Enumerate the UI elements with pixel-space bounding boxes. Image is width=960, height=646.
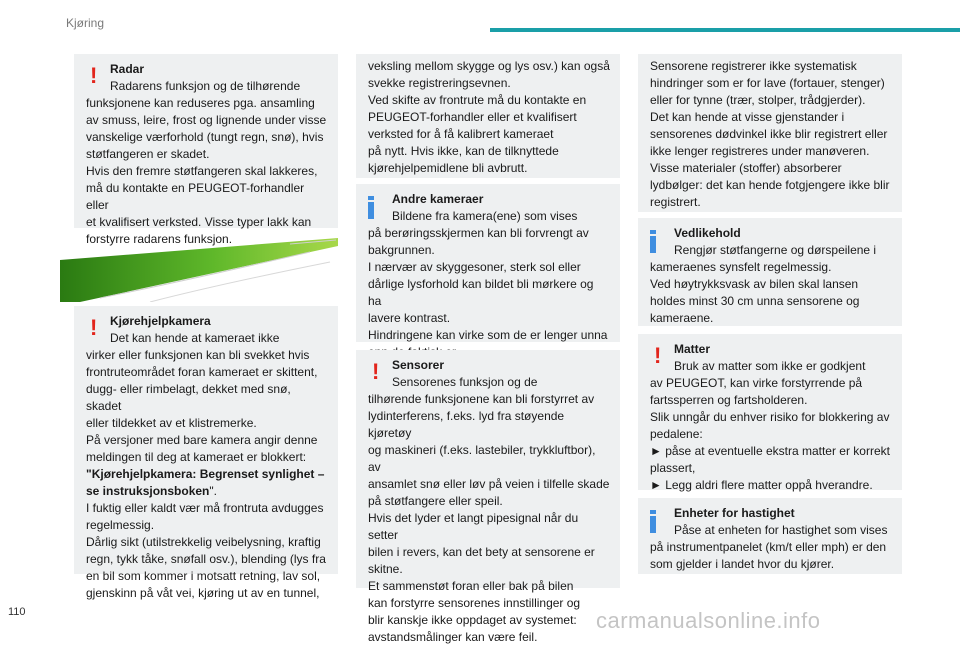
sensors-line: tilhørende funksjonene kan bli forstyrret av [368,392,595,406]
sensors-line: lydinterferens, f.eks. lyd fra støyende kjøretøy [368,409,565,440]
other-cameras-line: dårlige lysforhold kan bildet bli mørkere og ha [368,277,594,308]
info-icon [650,510,656,533]
camera-line: veksling mellom skygge og lys osv.) kan også [368,59,610,73]
mats-line: ► påse at eventuelle ekstra matter er korrekt [650,444,890,458]
sensors-line: registrert. [650,195,701,209]
radar-line: av smuss, leire, frost og lignende under visse [86,113,327,127]
camera-line: på nytt. Hvis ikke, kan de tilknyttede [368,144,559,158]
mats-warning-box [638,334,902,490]
sensors-line: eller for tynne (trær, stolper, trådgjerder). [650,93,866,107]
sensors-line: lydbølger: det kan hende fotgjengere ikke blir [650,178,890,192]
sensors-line: Det kan hende at visse gjenstander i [650,110,845,124]
radar-title: Radar [110,62,145,76]
sensors-line: Visse materialer (stoffer) absorberer [650,161,842,175]
sensors-line: blir kanskje ikke oppdaget av systemet: [368,613,577,627]
other-cameras-line: på berøringsskjermen kan bli forvrengt av [368,226,589,240]
camera-line: regelmessig. [86,518,155,532]
sensors-line: og maskineri (f.eks. lastebiler, trykkluftbor), av [368,443,596,474]
chapter-accent-bar [490,28,960,32]
sensors-warning-continued [638,54,902,212]
mats-line: pedalene: [650,427,703,441]
speed-units-line: Påse at enheten for hastighet som vises [674,523,888,537]
warning-icon: ! [90,63,98,88]
camera-warning-continued [356,54,620,178]
speed-units-line: som gjelder i landet hvor du kjører. [650,557,835,571]
sensors-line: sensorenes dødvinkel ikke blir registrert eller [650,127,888,141]
camera-line: frontruteområdet foran kameraet er skittent, [86,365,318,379]
other-cameras-info-box [356,184,620,342]
camera-line: meldingen til deg at kameraet er blokkert: [86,450,307,464]
camera-line: virker eller funksjonen kan bli svekket hvis [86,348,310,362]
camera-line: gjenskinn på våt vei, kjøring ut av en tunnel, [86,586,320,600]
sensors-line: bilen i revers, kan det bety at sensorene er [368,545,595,559]
sensors-line: Sensorene registrerer ikke systematisk [650,59,857,73]
mats-line: fartssperren og fartsholderen. [650,393,808,407]
radar-line: må du kontakte en PEUGEOT-forhandler eller [86,181,305,212]
sensors-line: skitne. [368,562,403,576]
camera-line: Det kan hende at kameraet ikke [110,331,280,345]
radar-line: vanskelige værforhold (tungt regn, snø), hvis [86,130,324,144]
sensors-line: hindringer som er for lave (fortauer, stenger) [650,76,885,90]
maintenance-line: holdes minst 30 cm unna sensorene og [650,294,860,308]
speed-units-line: på instrumentpanelet (km/t eller mph) er den [650,540,887,554]
camera-line: På versjoner med bare kamera angir denne [86,433,318,447]
camera-line: Ved skifte av frontrute må du kontakte en [368,93,587,107]
camera-line: en bil som kommer i motsatt retning, lav sol, [86,569,321,583]
radar-line: funksjonene kan reduseres pga. ansamling [86,96,315,110]
maintenance-title: Vedlikehold [674,226,741,240]
sensors-title: Sensorer [392,358,445,372]
radar-line: støtfangeren er skadet. [86,147,210,161]
camera-line: regn, tykk tåke, snøfall osv.), blending (lys fra [86,552,326,566]
sensors-warning-box [356,350,620,644]
other-cameras-line: I nærvær av skyggesoner, sterk sol eller [368,260,581,274]
blocked-message [86,466,328,500]
other-cameras-line: Bildene fra kamera(ene) som vises [392,209,578,223]
camera-line: eller tildekket av et klistremerke. [86,416,257,430]
sensors-line: kan forstyrre sensorenes innstillinger og [368,596,581,610]
radar-line: Hvis den fremre støtfangeren skal lakkeres, [86,164,318,178]
car-silhouette-banner [60,232,338,302]
other-cameras-title: Andre kameraer [392,192,484,206]
maintenance-line: kameraenes synsfelt regelmessig. [650,260,832,274]
camera-line: verksted for å få kalibrert kameraet [368,127,554,141]
blocked-message-end: ". [209,484,217,498]
maintenance-line: kameraene. [650,311,714,325]
page-number: 110 [8,606,26,618]
maintenance-line: Rengjør støtfangerne og dørspeilene i [674,243,877,257]
camera-line: Dårlig sikt (utilstrekkelig veibelysning, kraftig [86,535,321,549]
maintenance-line: Ved høytrykksvask av bilen skal lansen [650,277,859,291]
speed-units-info-box [638,498,902,574]
camera-title: Kjørehjelpkamera [110,314,211,328]
radar-line: et kvalifisert verksted. Visse typer lakk kan [86,215,312,229]
radar-line: Radarens funksjon og de tilhørende [110,79,301,93]
mats-line: Slik unngår du enhver risiko for blokkering av [650,410,890,424]
sensors-line: Et sammenstøt foran eller bak på bilen [368,579,574,593]
camera-line: I fuktig eller kaldt vær må frontruta avdugges [86,501,324,515]
maintenance-info-box [638,218,902,326]
sensors-line: Hvis det lyder et langt pipesignal når du setter [368,511,579,542]
mats-title: Matter [674,342,711,356]
mats-line: Bruk av matter som ikke er godkjent [674,359,866,373]
warning-icon: ! [90,315,98,340]
speed-units-title: Enheter for hastighet [674,506,795,520]
sensors-line: ansamlet snø eller løv på veien i tilfelle skade [368,477,610,491]
sensors-line: ikke lenger registreres under manøveren. [650,144,870,158]
other-cameras-line: Hindringene kan virke som de er lenger unna [368,328,608,342]
sensors-line: avstandsmålinger kan være feil. [368,630,538,644]
camera-warning-box [74,306,338,600]
other-cameras-line: bakgrunnen. [368,243,435,257]
chapter-title: Kjøring [66,16,105,30]
radar-warning-box [74,54,338,246]
camera-line: svekke registreringsevnen. [368,76,511,90]
sensors-line: på støtfangere eller speil. [368,494,503,508]
blocked-message-text: "Kjørehjelpkamera: Begrenset synlighet – se instruksjonsboken [86,467,325,498]
warning-icon: ! [372,359,380,384]
sensors-line: Sensorenes funksjon og de [392,375,538,389]
mats-line: av PEUGEOT, kan virke forstyrrende på [650,376,863,390]
watermark: carmanualsonline.info [596,608,821,633]
radar-line: forstyrre radarens funksjon. [86,232,233,246]
camera-line: dugg- eller rimbelagt, dekket med snø, skadet [86,382,291,413]
other-cameras-line: lavere kontrast. [368,311,451,325]
mats-line: ► Legg aldri flere matter oppå hverandre. [650,478,873,492]
warning-icon: ! [654,343,662,368]
info-icon [650,230,656,253]
info-icon [368,196,374,219]
camera-line: kjørehjelpemidlene bli avbrutt. [368,161,528,175]
mats-line: plassert, [650,461,696,475]
camera-line: PEUGEOT-forhandler eller et kvalifisert [368,110,577,124]
